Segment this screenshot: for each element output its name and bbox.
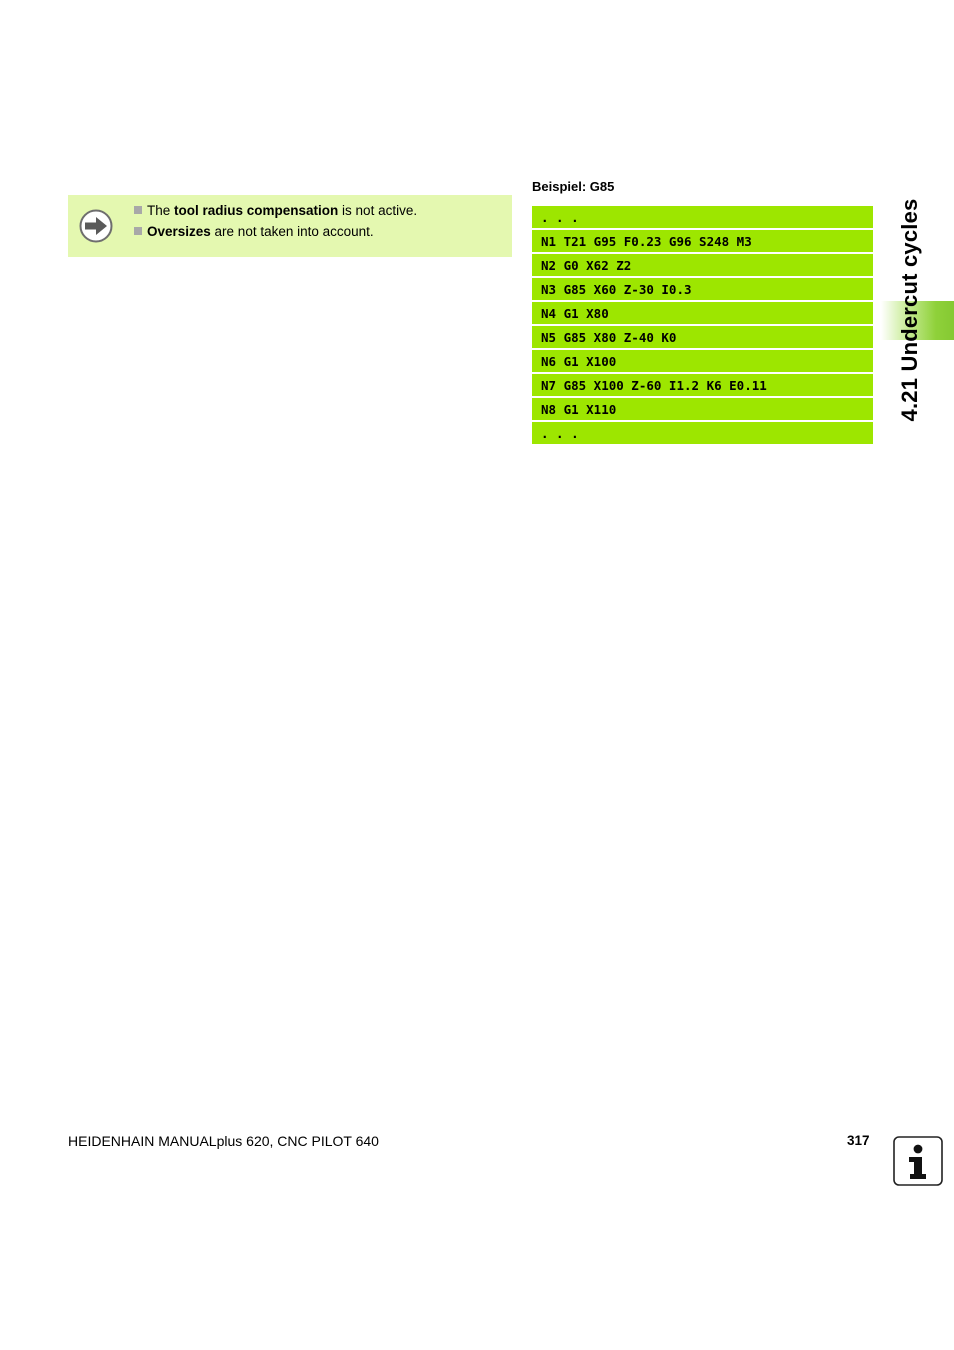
code-line: N8 G1 X110 (532, 398, 873, 420)
code-line: . . . (532, 422, 873, 444)
code-line: N6 G1 X100 (532, 350, 873, 372)
footer-title: HEIDENHAIN MANUALplus 620, CNC PILOT 640 (68, 1133, 379, 1149)
bullet-icon (134, 206, 142, 214)
note-box (68, 195, 512, 257)
code-line: N5 G85 X80 Z-40 K0 (532, 326, 873, 348)
note-line: The tool radius compensation is not active. (134, 200, 417, 221)
example-title: Beispiel: G85 (532, 179, 615, 194)
code-line: N7 G85 X100 Z-60 I1.2 K6 E0.11 (532, 374, 873, 396)
note-line: Oversizes are not taken into account. (134, 221, 417, 242)
code-line: N3 G85 X60 Z-30 I0.3 (532, 278, 873, 300)
arrow-right-icon (79, 209, 113, 243)
code-example (532, 206, 873, 446)
code-line: N1 T21 G95 F0.23 G96 S248 M3 (532, 230, 873, 252)
code-line: . . . (532, 206, 873, 228)
code-line: N4 G1 X80 (532, 302, 873, 324)
info-icon (893, 1136, 943, 1186)
chapter-heading: 4.21 Undercut cycles (897, 198, 922, 422)
code-line: N2 G0 X62 Z2 (532, 254, 873, 276)
bullet-icon (134, 227, 142, 235)
note-text (134, 200, 417, 242)
page-number: 317 (847, 1133, 870, 1148)
